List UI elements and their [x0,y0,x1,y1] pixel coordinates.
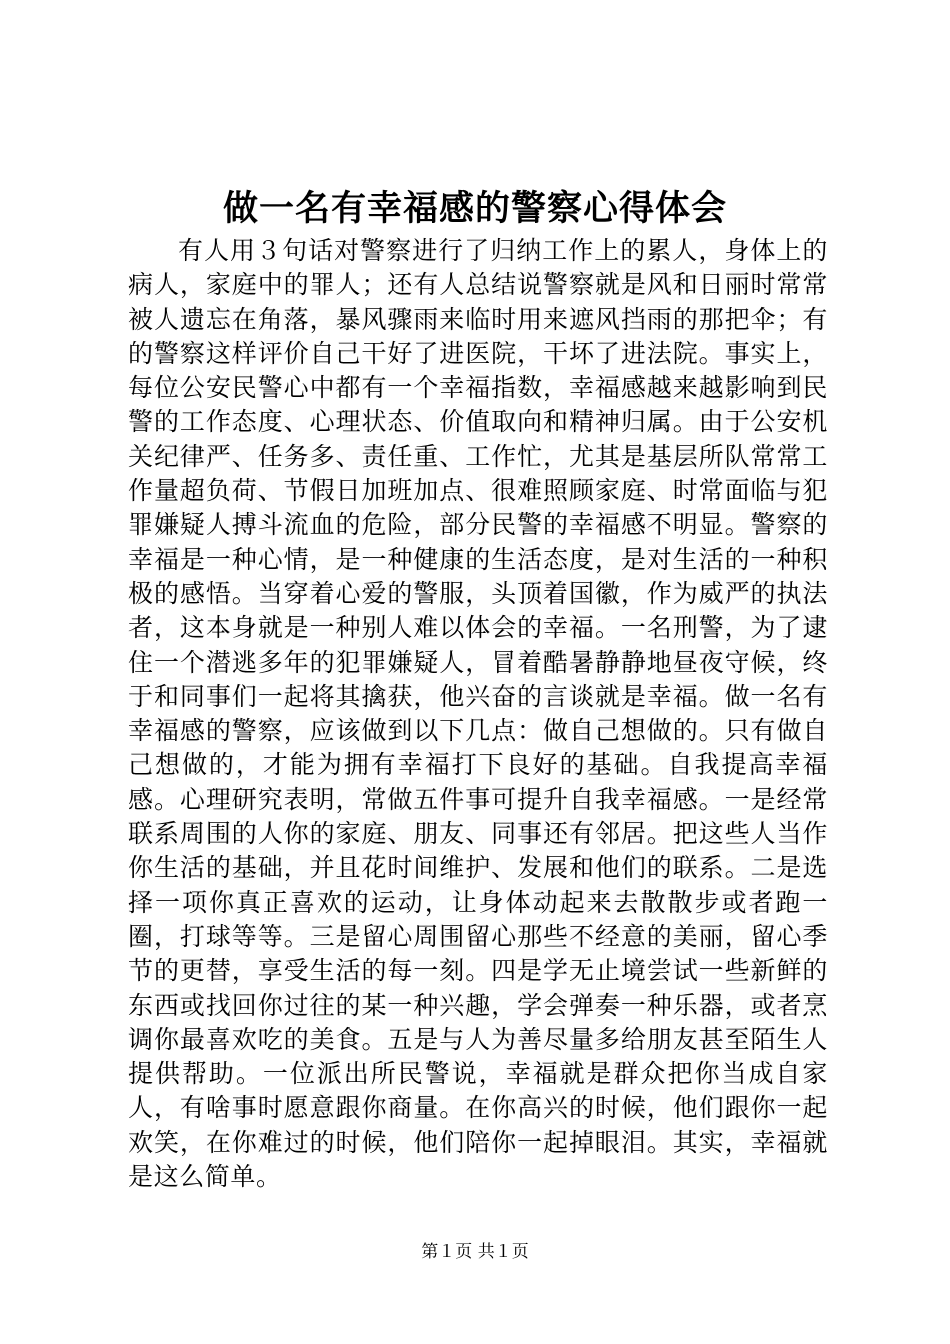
document-body-paragraph: 有人用３句话对警察进行了归纳工作上的累人，身体上的病人，家庭中的罪人；还有人总结说警察就是风和日丽时常常被人遗忘在角落，暴风骤雨来临时用来遮风挡雨的那把伞；有的警察这样评价自己干好了进医院，干坏了进法院。事实上，每位公安民警心中都有一个幸福指数，幸福感越来越影响到民警的工作态度、心理状态、价值取向和精神归属。由于公安机关纪律严、任务多、责任重、工作忙，尤其是基层所队常常工作量超负荷、节假日加班加点、很难照顾家庭、时常面临与犯罪嫌疑人搏斗流血的危险，部分民警的幸福感不明显。警察的幸福是一种心情，是一种健康的生活态度，是对生活的一种积极的感悟。当穿着心爱的警服，头顶着国徽，作为威严的执法者，这本身就是一种别人难以体会的幸福。一名刑警，为了逮住一个潜逃多年的犯罪嫌疑人，冒着酷暑静静地昼夜守候，终于和同事们一起将其擒获，他兴奋的言谈就是幸福。做一名有幸福感的警察，应该做到以下几点：做自己想做的。只有做自己想做的，才能为拥有幸福打下良好的基础。自我提高幸福感。心理研究表明，常做五件事可提升自我幸福感。一是经常联系周围的人你的家庭、朋友、同事还有邻居。把这些人当作你生活的基础，并且花时间维护、发展和他们的联系。二是选择一项你真正喜欢的运动，让身体动起来去散散步或者跑一圈，打球等等。三是留心周围留心那些不经意的美丽，留心季节的更替，享受生活的每一刻。四是学无止境尝试一些新鲜的东西或找回你过往的某一种兴趣，学会弹奏一种乐器，或者烹调你最喜欢吃的美食。五是与人为善尽量多给朋友甚至陌生人提供帮助。一位派出所民警说，幸福就是群众把你当成自家人，有啥事时愿意跟你商量。在你高兴的时候，他们跟你一起欢笑，在你难过的时候，他们陪你一起掉眼泪。其实，幸福就是这么简单。 [128,236,828,1192]
document-title: 做一名有幸福感的警察心得体会 [222,188,727,229]
page-number-footer: 第１页 共１页 [421,1242,529,1262]
